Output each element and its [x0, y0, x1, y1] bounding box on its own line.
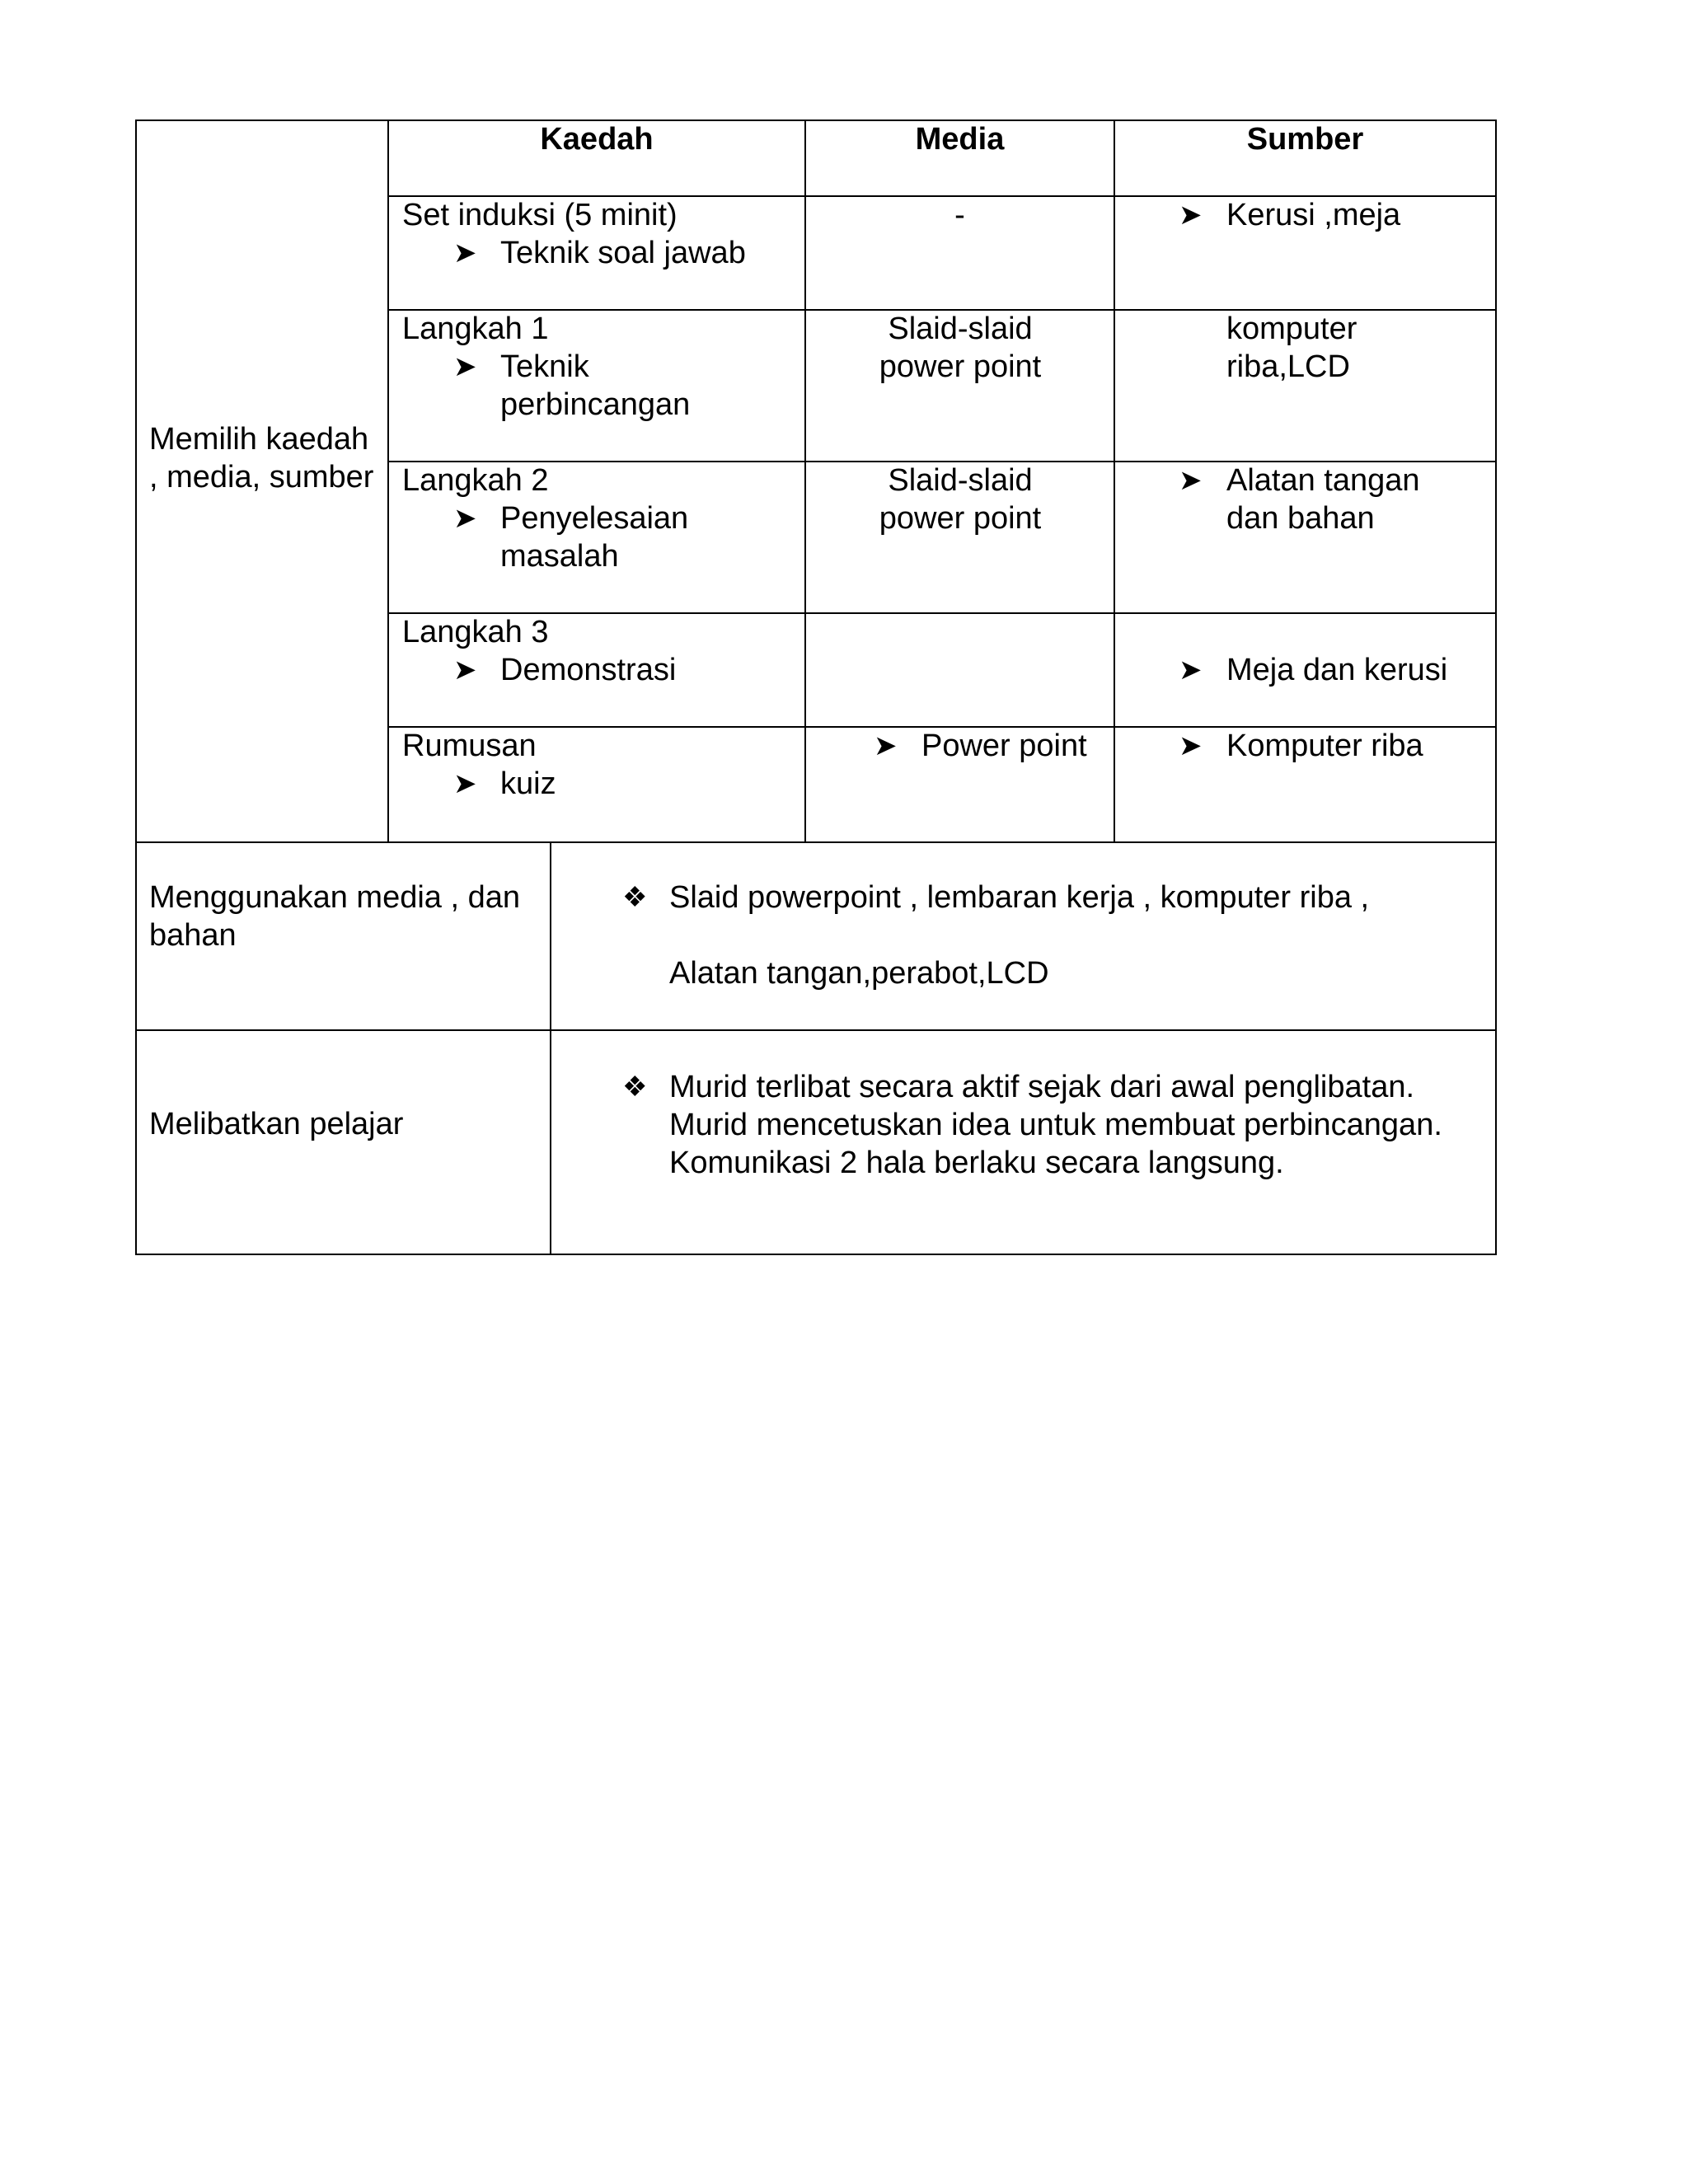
table2-col-divider: [550, 841, 551, 1255]
media-cell: -: [954, 198, 965, 232]
arrow-bullet-icon: ➤: [453, 237, 477, 269]
media-cell: Slaid-slaid power point: [879, 312, 1042, 384]
kaedah-item: Teknik perbincangan: [500, 349, 691, 422]
sumber-cell: Alatan tangan dan bahan: [1226, 463, 1420, 536]
media-cell: Slaid-slaid power point: [879, 463, 1042, 536]
sumber-cell: komputer riba,LCD: [1226, 312, 1357, 384]
table1-row-divider-4: [387, 612, 1497, 614]
table1-left-border: [135, 120, 137, 1255]
arrow-bullet-icon: ➤: [1179, 199, 1203, 231]
kaedah-title: Langkah 3: [402, 615, 549, 649]
kaedah-title: Langkah 1: [402, 312, 549, 346]
sumber-cell: Komputer riba: [1226, 729, 1423, 763]
arrow-bullet-icon: ➤: [453, 503, 477, 534]
kaedah-item: Teknik soal jawab: [500, 236, 746, 270]
table1-right-border: [1495, 120, 1497, 1255]
table2-bottom-border: [135, 1254, 1497, 1255]
arrow-bullet-icon: ➤: [453, 768, 477, 799]
media-cell: Power point: [921, 729, 1087, 763]
row-header-memilih: Memilih kaedah , media, sumber: [149, 422, 374, 494]
table1-col-divider-3: [1114, 120, 1115, 843]
kaedah-item: Penyelesaian masalah: [500, 501, 689, 574]
four-diamond-bullet-icon: ❖: [622, 882, 648, 913]
row-label-menggunakan: Menggunakan media , dan bahan: [149, 880, 520, 953]
arrow-bullet-icon: ➤: [1179, 465, 1203, 496]
sumber-cell: Meja dan kerusi: [1226, 653, 1448, 687]
sumber-cell: Kerusi ,meja: [1226, 198, 1401, 232]
arrow-bullet-icon: ➤: [453, 351, 477, 382]
arrow-bullet-icon: ➤: [1179, 730, 1203, 762]
row-content-melibatkan: Murid terlibat secara aktif sejak dari awal penglibatan. Murid mencetuskan idea untuk membuat perbincangan. Komunikasi 2 hala berlaku secara langsung.: [669, 1070, 1442, 1180]
arrow-bullet-icon: ➤: [874, 730, 898, 762]
kaedah-item: kuiz: [500, 766, 556, 801]
kaedah-title: Rumusan: [402, 729, 537, 763]
table1-bottom-border: [135, 841, 1497, 843]
kaedah-item: Demonstrasi: [500, 653, 677, 687]
row-content-menggunakan-line2: Alatan tangan,perabot,LCD: [669, 956, 1049, 991]
column-header-sumber: Sumber: [1246, 122, 1364, 157]
table2-row-divider: [135, 1029, 1497, 1031]
column-header-media: Media: [915, 122, 1005, 157]
arrow-bullet-icon: ➤: [453, 654, 477, 686]
four-diamond-bullet-icon: ❖: [622, 1071, 648, 1103]
kaedah-title: Set induksi (5 minit): [402, 198, 678, 232]
column-header-kaedah: Kaedah: [540, 122, 654, 157]
row-label-melibatkan: Melibatkan pelajar: [149, 1107, 404, 1141]
row-content-menggunakan: Slaid powerpoint , lembaran kerja , komputer riba ,: [669, 880, 1370, 915]
arrow-bullet-icon: ➤: [1179, 654, 1203, 686]
table1-col-divider-1: [387, 120, 389, 843]
kaedah-title: Langkah 2: [402, 463, 549, 498]
